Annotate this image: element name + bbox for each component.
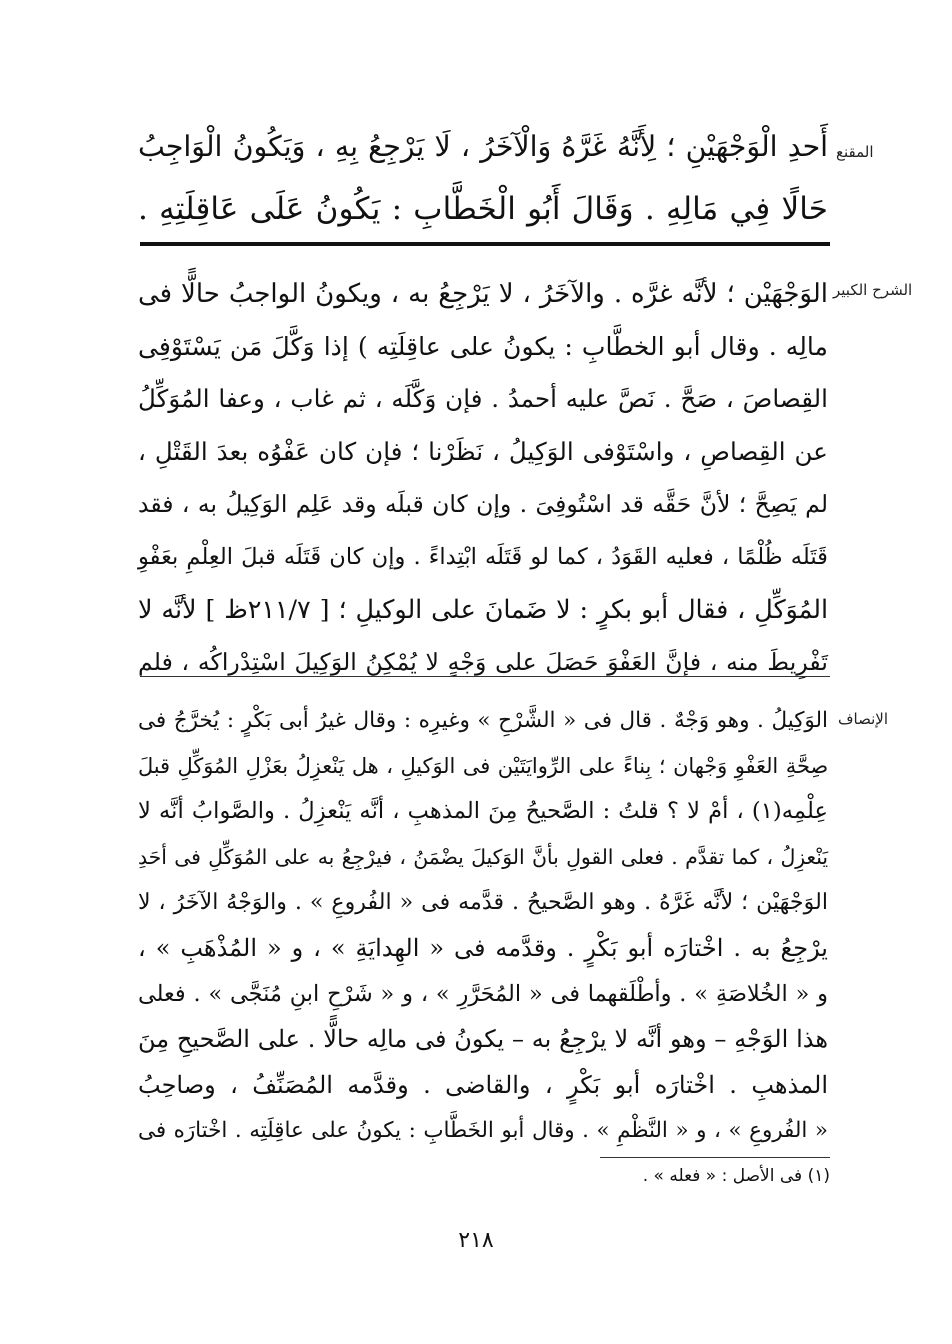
muqni-text-block [138, 116, 828, 240]
insaf-line: الوَجْهَيْن ؛ لأنَّه غَرَّهُ . وهو الصَّحيحُ . قدَّمه فى « الفُروعِ » . والوَجْهُ الآخَرُ ، لا [138, 889, 828, 916]
muqni-line: أَحدِ الْوَجْهَيْنِ ؛ لِأَنَّهُ غَرَّهُ وَالْآخَرُ ، لَا يَرْجِعُ بِهِ ، وَيَكُونُ الْوَاجِبُ [138, 130, 828, 163]
footnote: (١) فى الأصل : « فعله » . [642, 1166, 830, 1186]
insaf-line: هذا الوَجْهِ – وهو أنَّه لا يرْجِعُ به – يكونُ فى مالِه حالًّا . على الصَّحيحِ مِنَ [138, 1025, 828, 1054]
muqni-line: حَالًا فِي مَالِهِ . وَقَالَ أَبُو الْخَطَّابِ : يَكُونُ عَلَى عَاقِلَتِهِ . [138, 191, 828, 227]
insaf-line: يرْجِعُ به . اخْتارَه أبو بَكْرٍ . وقدَّمه فى « الهِدايَةِ » ، و « المُذْهَبِ » ، [138, 933, 828, 962]
page-number: ٢١٨ [458, 1228, 494, 1253]
sharh-line: المُوَكِّلِ ، فقال أبو بكرٍ : لا ضَمانَ على الوكيلِ ؛ [ ٢١١/٧ظ ] لأنَّه لا [138, 594, 828, 624]
sharh-line: قَتَلَه ظُلْمًا ، فعليه القَوَدُ ، كما لو قَتَلَه ابْتِداءً . وإن كان قَتَلَه قبلَ العِلْمِ بعَفْوِ [138, 543, 828, 570]
sharh-line: عن القِصاصِ ، واسْتَوْفى الوَكِيلُ ، نَظَرْنا ؛ فإن كان عَفْوُه بعدَ القَتْلِ ، [138, 436, 828, 466]
footnote-divider [600, 1157, 830, 1158]
insaf-line: عِلْمِه(١) ، أمْ لا ؟ قلتُ : الصَّحيحُ مِنَ المذهبِ ، أنَّه يَنْعزِلُ . والصَّوابُ أنَّه لا [138, 798, 828, 825]
section-divider-thin [140, 676, 830, 677]
section-label-muqni: المقنع [836, 143, 874, 161]
insaf-text-block [138, 698, 828, 1154]
insaf-line: صِحَّةِ العَفْوِ وَجْهان ؛ بِناءً على الرِّوايَتَيْن فى الوَكيلِ ، هل يَنْعزِلُ بعَزْلِ المُوَكِّلِ قبلَ [138, 753, 828, 778]
section-label-insaf: الإنصاف [838, 710, 889, 728]
insaf-line: المذهبِ . اخْتارَه أبو بَكْرٍ ، والقاضى . وقدَّمه المُصَنِّفُ ، وصاحِبُ [138, 1070, 828, 1099]
insaf-line: « الفُروعِ » ، و « النَّظْمِ » . وقال أبو الخَطَّابِ : يكونُ على عاقِلَتِه . اخْتارَه فى [138, 1118, 828, 1144]
sharh-line: لم يَصِحَّ ؛ لأنَّ حَقَّه قد اسْتُوفِىَ . وإن كان قبلَه وقد عَلِم الوَكِيلُ به ، فقد [138, 490, 828, 518]
insaf-line: الوَكِيلُ . وهو وَجْهٌ . قال فى « الشَّرْحِ » وغيرِه : وقال غيرُ أبى بَكْرٍ : يُخرَّجُ فى [138, 708, 828, 733]
insaf-line: يَنْعزِلُ ، كما تقدَّم . فعلى القولِ بأنَّ الوَكيلَ يضْمَنُ ، فيرْجِعُ به على المُوَكِّلِ فى أحَدِ [138, 844, 828, 869]
sharh-text-block [138, 268, 828, 688]
sharh-line: الوَجْهَيْن ؛ لأنَّه غرَّه . والآخَرُ ، لا يَرْجِعُ به ، ويكونُ الواجبُ حالًّا فى [138, 279, 828, 309]
section-divider-thick [140, 242, 830, 246]
section-label-sharh: الشرح الكبير [833, 281, 913, 299]
sharh-line: مالِه . وقال أبو الخطَّابِ : يكونُ على عاقِلَتِه ) إذا وَكَّلَ مَن يَسْتَوْفِى [138, 331, 828, 361]
insaf-line: و « الخُلاصَةِ » . وأطْلَقهما فى « المُحَرَّرِ » ، و « شَرْحِ ابنِ مُنَجَّى » . فعلى [138, 980, 828, 1007]
sharh-line: القِصاصَ ، صَحَّ . نَصَّ عليه أحمدُ . فإن وَكَّلَه ، ثم غاب ، وعفا المُوَكِّلُ [138, 384, 828, 413]
sharh-line: تَفْرِيطَ منه ، فإنَّ العَفْوَ حَصَلَ على وَجْهٍ لا يُمْكِنُ الوَكِيلَ اسْتِدْراكُه ، فلم [138, 647, 828, 676]
